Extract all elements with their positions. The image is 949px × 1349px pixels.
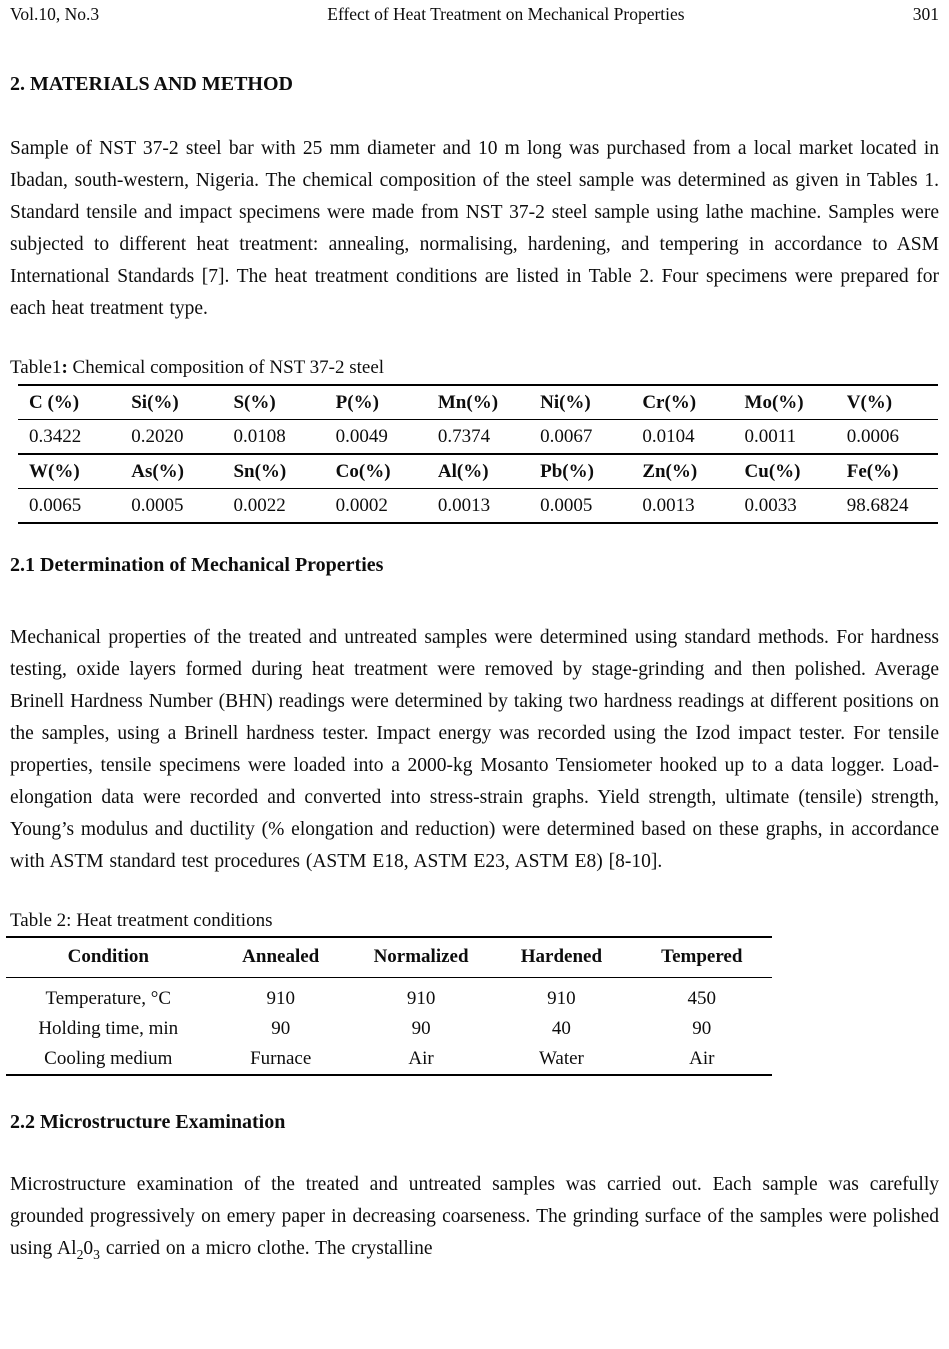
table-cell: Water xyxy=(538,1048,584,1069)
column-header: P(%) xyxy=(335,392,379,413)
section-heading-materials-method: 2. MATERIALS AND METHOD xyxy=(10,73,293,95)
table-cell: 0.0013 xyxy=(642,495,695,516)
table-cell: 0.0006 xyxy=(846,426,899,447)
table-cell: 0.0049 xyxy=(335,426,388,447)
formula-subscript: 2 xyxy=(76,1246,84,1262)
table-cell: 0.0065 xyxy=(29,495,82,516)
table-cell: 0.0005 xyxy=(131,495,184,516)
column-header: Mo(%) xyxy=(744,392,804,413)
column-header: Zn(%) xyxy=(642,461,698,482)
table2-caption: Table 2: Heat treatment conditions xyxy=(10,910,273,931)
table-cell: 0.0104 xyxy=(642,426,695,447)
table-cell: Air xyxy=(408,1048,434,1069)
table-cell: 0.0013 xyxy=(437,495,491,516)
table-cell: 910 xyxy=(547,988,576,1009)
row-label: Holding time, min xyxy=(38,1018,179,1039)
table-cell: 90 xyxy=(692,1018,712,1039)
table1-caption xyxy=(10,354,939,381)
table-row xyxy=(18,385,938,420)
running-header xyxy=(10,3,939,25)
table-cell: 0.0002 xyxy=(335,495,388,516)
table-cell: 0.0067 xyxy=(540,426,593,447)
table-row xyxy=(6,937,772,978)
table-cell: 0.3422 xyxy=(29,426,82,447)
table1-caption-label: Table1 xyxy=(10,357,62,378)
table-row xyxy=(18,420,938,455)
column-header: Hardened xyxy=(520,946,603,967)
paragraph-text: carried on a micro clothe. The crystalline xyxy=(99,1238,433,1259)
paragraph-mechanical-properties: Mechanical properties of the treated and untreated samples were determined using standard methods. For hardness testing, oxide layers formed during heat treatment were removed by stage-grinding and then polished. Average Brinell Hardness Number (BHN) readings were determined by taking two hardness readings at different positions on the samples, using a Brinell hardness tester. Impact energy was recorded using the Izod impact tester. For tensile properties, tensile specimens were loaded into a 2000-kg Mosanto Tensiometer hooked up to a data logger. Load-elongation data were recorded and converted into stress-strain graphs. Yield strength, ultimate (tensile) strength, Young’s modulus and ductility (% elongation and reduction) were determined based on these graphs, in accordance with ASTM standard test procedures (ASTM E18, ASTM E23, ASTM E8) [8-10]. xyxy=(10,627,939,872)
table-row xyxy=(6,1014,772,1044)
column-header: C (%) xyxy=(29,392,80,413)
column-header: Si(%) xyxy=(131,392,179,413)
chemical-composition-table xyxy=(18,384,938,524)
column-header: Condition xyxy=(67,946,149,967)
table-cell: 0.0011 xyxy=(744,426,797,447)
formula-text: 0 xyxy=(83,1238,94,1259)
table-cell: 450 xyxy=(687,988,717,1009)
running-title: Effect of Heat Treatment on Mechanical Properties xyxy=(327,4,685,24)
column-header: Ni(%) xyxy=(540,392,591,413)
page-number: 301 xyxy=(912,4,939,24)
table-cell: 910 xyxy=(266,988,295,1009)
column-header: Pb(%) xyxy=(540,461,594,482)
column-header: Mn(%) xyxy=(437,392,499,413)
section-heading-microstructure: 2.2 Microstructure Examination xyxy=(10,1111,286,1133)
column-header: W(%) xyxy=(29,461,80,482)
table-row xyxy=(18,454,938,489)
column-header: Al(%) xyxy=(437,461,489,482)
table-row xyxy=(18,489,938,524)
column-header: Cr(%) xyxy=(642,392,697,413)
column-header: Annealed xyxy=(242,946,320,967)
row-label: Temperature, °C xyxy=(45,988,172,1009)
table-cell: 0.0108 xyxy=(233,426,286,447)
table-cell: Furnace xyxy=(250,1048,312,1069)
column-header: Normalized xyxy=(373,946,469,967)
table-cell: 90 xyxy=(271,1018,291,1039)
table-cell: 98.6824 xyxy=(846,495,909,516)
table1-caption-colon: : xyxy=(61,357,68,378)
table-cell: 90 xyxy=(411,1018,431,1039)
column-header: S(%) xyxy=(233,392,276,413)
table1-caption-text: Chemical composition of NST 37-2 steel xyxy=(67,357,385,378)
column-header: Co(%) xyxy=(335,461,391,482)
journal-volume: Vol.10, No.3 xyxy=(10,4,100,24)
column-header: V(%) xyxy=(846,392,893,413)
column-header: As(%) xyxy=(131,461,184,482)
table-cell: Air xyxy=(689,1048,715,1069)
table-cell: 0.0022 xyxy=(233,495,286,516)
table-row xyxy=(6,978,772,1015)
column-header: Cu(%) xyxy=(744,461,801,482)
table-cell: 0.0005 xyxy=(540,495,593,516)
column-header: Fe(%) xyxy=(846,461,899,482)
column-header: Tempered xyxy=(661,946,743,967)
paragraph-microstructure xyxy=(10,1169,939,1265)
table-cell: 910 xyxy=(406,988,436,1009)
table-cell: 0.7374 xyxy=(437,426,491,447)
table-row xyxy=(6,1044,772,1075)
paragraph-text: Microstructure examination of the treated and untreated samples was carried out. Each sample was carefully grounded progressively on emery paper in decreasing coarseness. The grinding surface of the samples were polished using Al xyxy=(10,1174,939,1259)
section-heading-mechanical-properties: 2.1 Determination of Mechanical Properties xyxy=(10,554,384,576)
heat-treatment-table xyxy=(6,936,772,1076)
table-cell: 0.0033 xyxy=(744,495,797,516)
table-cell: 0.2020 xyxy=(131,426,184,447)
table-cell: 40 xyxy=(551,1018,571,1039)
formula-subscript: 3 xyxy=(93,1246,100,1262)
row-label: Cooling medium xyxy=(44,1048,173,1069)
column-header: Sn(%) xyxy=(233,461,287,482)
paragraph-materials-method: Sample of NST 37-2 steel bar with 25 mm diameter and 10 m long was purchased from a local market located in Ibadan, south-western, Nigeria. The chemical composition of the steel sample was determined as given in Tables 1. Standard tensile and impact specimens were made from NST 37-2 steel sample using lathe machine. Samples were subjected to different heat treatment: annealing, normalising, hardening, and tempering in accordance to ASM International Standards [7]. The heat treatment conditions are listed in Table 2. Four specimens were prepared for each heat treatment type. xyxy=(10,138,939,319)
